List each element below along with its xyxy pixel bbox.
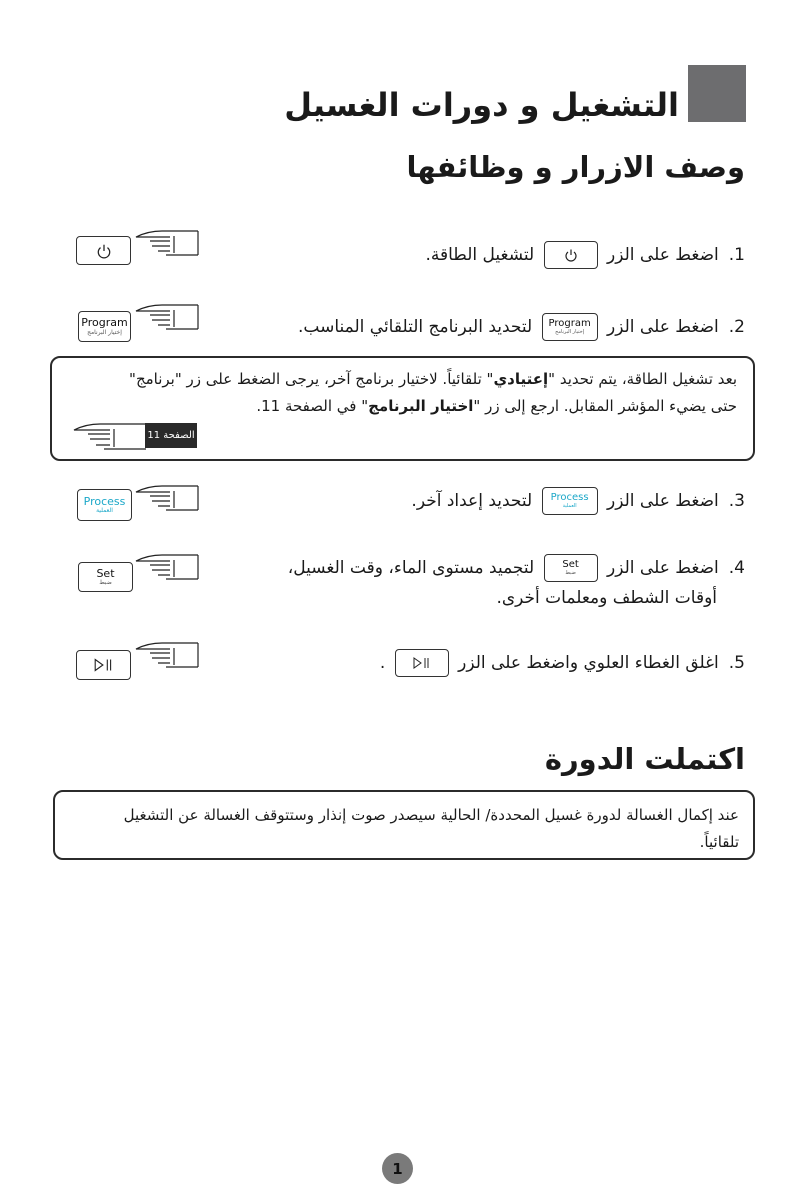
step-4: 4.اضغط على الزر Set ضبط لتجميد مستوى الماء، وقت الغسيل، أوقات الشطف ومعلمات أخرى.: [288, 553, 745, 613]
step-3: 3.اضغط على الزر Process العملية لتحديد إعداد آخر.: [411, 486, 745, 516]
cycle-complete-line-1: عند إكمال الغسالة لدورة غسيل المحددة/ الحالية سيصدر صوت إنذار وستتوقف الغسالة عن التشغيل: [123, 806, 739, 824]
pointing-hand-icon: [132, 302, 202, 332]
pointing-hand-icon: [132, 640, 202, 670]
cycle-complete-box: [53, 790, 755, 860]
page-reference-tag: الصفحة 11: [145, 423, 197, 448]
pointing-hand-icon: [132, 228, 202, 258]
program-button[interactable]: Program إختيار البرنامج: [78, 311, 131, 342]
cycle-complete-line-2: تلقائياً.: [699, 833, 739, 851]
note-line-1: بعد تشغيل الطاقة، يتم تحديد "إعتيادي" تلقائياً. لاختيار برنامج آخر، يرجى الضغط على زر "برنامج": [129, 370, 737, 388]
page-title: التشغيل و دورات الغسيل: [284, 86, 679, 124]
power-icon: [564, 248, 578, 262]
set-button-inline: Set ضبط: [544, 554, 598, 582]
pointing-hand-icon: [132, 483, 202, 513]
step-1: 1.اضغط على الزر لتشغيل الطاقة.: [425, 240, 745, 270]
start-pause-button-inline: [395, 649, 449, 677]
play-pause-icon: [93, 657, 115, 673]
power-button[interactable]: [76, 236, 131, 265]
page-number: 1: [382, 1153, 413, 1184]
play-pause-icon: [412, 656, 432, 670]
program-button-inline: Program إختيار البرنامج: [542, 313, 598, 341]
pointing-hand-icon: [132, 552, 202, 582]
section-marker: [688, 65, 746, 122]
step-5: 5.اغلق الغطاء العلوي واضغط على الزر .: [380, 648, 745, 678]
cycle-complete-title: اكتملت الدورة: [544, 742, 745, 776]
process-button-inline: Process العملية: [542, 487, 598, 515]
section-subtitle: وصف الازرار و وظائفها: [406, 150, 745, 184]
set-button[interactable]: Set ضبط: [78, 562, 133, 592]
pointing-hand-icon: [70, 420, 148, 452]
note-line-2: حتى يضيء المؤشر المقابل. ارجع إلى زر "اختيار البرنامج" في الصفحة 11.: [256, 397, 737, 415]
power-button-inline: [544, 241, 598, 269]
start-pause-button[interactable]: [76, 650, 131, 680]
step-2: 2.اضغط على الزر Program إختيار البرنامج لتحديد البرنامج التلقائي المناسب.: [298, 312, 745, 342]
power-icon: [96, 243, 112, 259]
process-button[interactable]: Process العملية: [77, 489, 132, 521]
